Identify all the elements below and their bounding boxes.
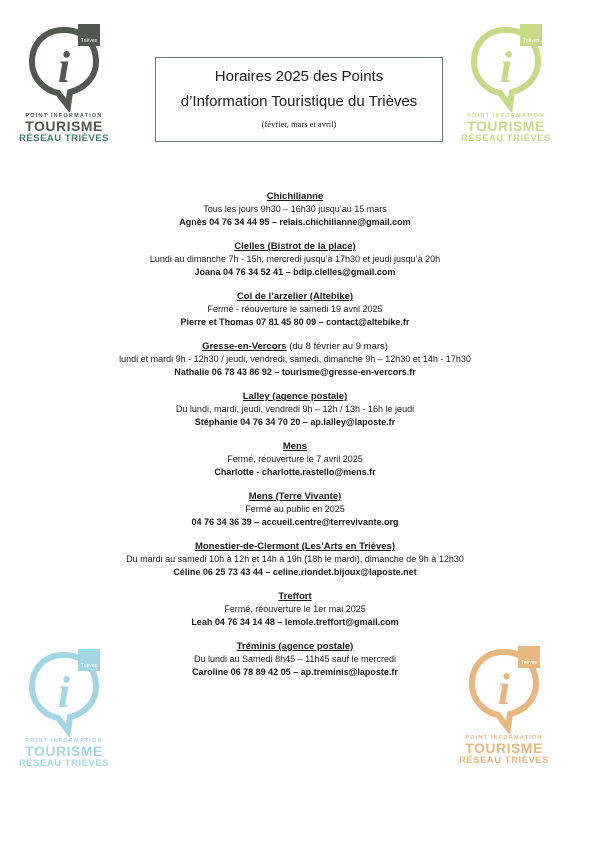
opening-hours: Du mardi au samedi 10h à 12h et 14h à 19h (18h le mardi), dimanche de 9h à 12h30	[126, 554, 464, 564]
logo-line-3: RÉSEAU TRIÈVES	[19, 133, 109, 144]
location-name: Mens	[282, 441, 308, 452]
contact-info: Stéphanie 04 76 34 70 20 – ap.lalley@laposte.fr	[194, 417, 396, 427]
title-line-1: Horaires 2025 des Points	[214, 68, 384, 85]
logo-line-3: RÉSEAU TRIÈVES	[461, 133, 551, 144]
contact-info: 04 76 34 36 39 – accueil.centre@terrevivante.org	[191, 517, 399, 527]
logo-line-1: POINT INFORMATION	[465, 735, 543, 741]
logo-line-2: TOURISME	[467, 118, 545, 134]
svg-text:i: i	[57, 668, 71, 717]
contact-info: Joana 04 76 34 52 41 – bdlp.clelles@gmail.com	[194, 267, 396, 277]
list-item	[40, 290, 550, 329]
info-bubble-icon	[466, 22, 546, 112]
contact-info: Pierre et Thomas 07 81 45 80 09 – contact@altebike.fr	[180, 317, 410, 327]
logo-line-1: POINT INFORMATION	[467, 113, 545, 119]
location-name: Clelles (Bistrot de la place)	[234, 241, 356, 252]
svg-text:i: i	[57, 43, 71, 92]
list-item	[40, 490, 550, 529]
contact-info: Leah 04 76 34 14 48 – lemole.treffort@gmail.com	[191, 617, 399, 627]
location-extra: (du 8 février au 9 mars)	[286, 341, 388, 352]
svg-text:i: i	[499, 43, 513, 92]
logo-line-2: TOURISME	[25, 743, 103, 759]
location-name: Treffort	[278, 591, 312, 602]
title-box	[155, 57, 443, 142]
list-item	[40, 240, 550, 279]
opening-hours: Lundi au dimanche 7h - 15h, mercredi jusqu’à 17h30 et jeudi jusqu’à 20h	[149, 254, 441, 264]
list-item	[40, 440, 550, 479]
svg-text:Trièves: Trièves	[80, 663, 98, 669]
list-item	[40, 540, 550, 579]
logo-line-1: POINT INFORMATION	[25, 113, 103, 119]
logo-line-1: POINT INFORMATION	[25, 738, 103, 744]
opening-hours: lundi et mardi 9h - 12h30 / jeudi, vendredi, samedi, dimanche 9h – 12h30 et 14h - 17h30	[119, 354, 471, 364]
contact-info: Caroline 06 78 89 42 05 – ap.treminis@laposte.fr	[192, 667, 398, 677]
list-item	[40, 640, 550, 679]
tourisme-logo-top-left	[14, 22, 114, 152]
contact-info: Agnès 04 76 34 44 95 – relais.chichilianne@gmail.com	[179, 217, 411, 227]
location-name: Chichilianne	[266, 191, 324, 202]
info-points-list	[40, 190, 550, 690]
contact-info: Céline 06 25 73 43 44 – celine.riondet.bijoux@laposte.net	[173, 567, 417, 577]
svg-text:Trièves: Trièves	[80, 38, 98, 44]
location-name: Lalley (agence postale)	[242, 391, 348, 402]
opening-hours: Tous les jours 9h30 – 16h30 jusqu’au 15 mars	[203, 204, 387, 214]
opening-hours: Fermé, réouverture le 7 avril 2025	[227, 454, 363, 464]
opening-hours: Du lundi au Samedi 8h45 – 11h45 sauf le mercredi	[194, 654, 396, 664]
title-line-2: d’Information Touristique du Trièves	[180, 93, 418, 110]
location-name: Col de l’arzelier (Altebike)	[236, 291, 354, 302]
location-name: Monestier-de-Clermont (Les’Arts en Trièves)	[194, 541, 396, 552]
svg-text:Trièves: Trièves	[520, 660, 538, 666]
opening-hours: Fermé au public en 2025	[245, 504, 345, 514]
list-item	[40, 190, 550, 229]
opening-hours: Du lundi, mardi, jeudi, vendredi 9h – 12h / 13h - 16h le jeudi	[175, 404, 415, 414]
list-item	[40, 590, 550, 629]
contact-info: Nathalie 06 78 43 86 92 – tourisme@gresse-en-vercors.fr	[174, 367, 416, 377]
location-name: Mens (Terre Vivante)	[248, 491, 342, 502]
logo-line-2: TOURISME	[25, 118, 103, 134]
list-item	[40, 340, 550, 379]
tourisme-logo-top-right	[456, 22, 556, 152]
info-bubble-icon	[24, 22, 104, 112]
logo-line-3: RÉSEAU TRIÈVES	[19, 758, 109, 769]
list-item	[40, 390, 550, 429]
title-subtitle: (février, mars et avril)	[261, 119, 337, 129]
opening-hours: Fermé - réouverture le samedi 19 avril 2025	[207, 304, 383, 314]
location-name: Gresse-en-Vercors	[202, 341, 287, 352]
location-name: Tréminis (agence postale)	[236, 641, 354, 652]
opening-hours: Fermé, réouverture le 1er mai 2025	[224, 604, 366, 614]
svg-text:i: i	[497, 665, 511, 714]
svg-text:Trièves: Trièves	[522, 38, 540, 44]
logo-line-3: RÉSEAU TRIÈVES	[459, 755, 549, 766]
logo-line-2: TOURISME	[465, 740, 543, 756]
contact-info: Charlotte - charlotte.rastello@mens.fr	[214, 467, 376, 477]
